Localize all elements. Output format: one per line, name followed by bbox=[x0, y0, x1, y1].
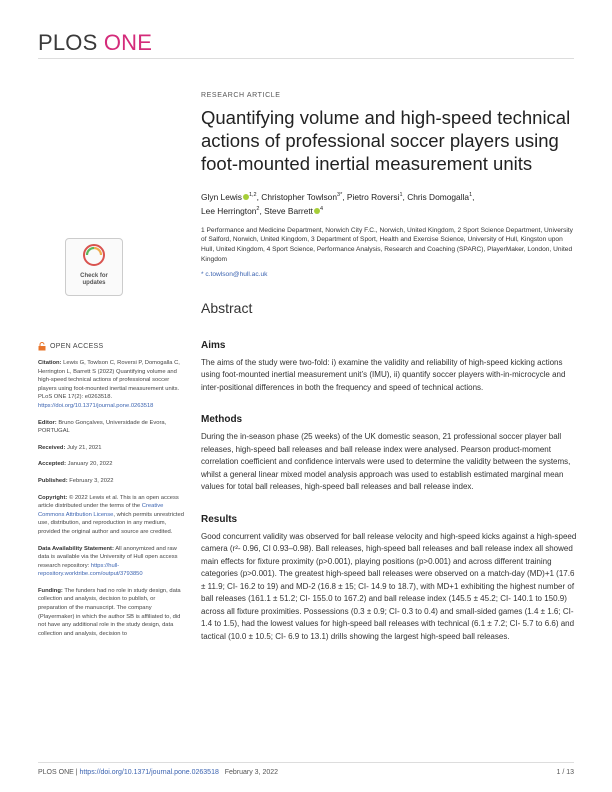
author-affil-sup: 1 bbox=[399, 192, 403, 198]
accepted-label: Accepted: bbox=[38, 461, 67, 468]
funding-label: Funding: bbox=[38, 587, 63, 594]
received-block bbox=[38, 444, 186, 453]
section-heading-methods: Methods bbox=[201, 414, 243, 426]
section-heading-aims: Aims bbox=[201, 339, 226, 351]
check-updates-line1: Check for bbox=[80, 273, 108, 279]
data-availability-text: All anonymized and raw data is available via the University of Hull open access research repository: bbox=[38, 545, 178, 569]
author-affil-sup: 4 bbox=[320, 205, 324, 212]
data-availability-block bbox=[38, 545, 186, 579]
check-updates-line2: updates bbox=[82, 280, 106, 286]
corresponding-email-link[interactable]: * c.towlson@hull.ac.uk bbox=[201, 270, 268, 278]
citation-text: Lewis G, Towlson C, Roversi P, Domogalla C, Herrington L, Barrett S (2022) Quantifying volume and high-speed technical actions of professional soccer players using foot-mounted inertial measurement units. PLoS ONE 17(2): e0263518. bbox=[38, 360, 180, 401]
logo-one: ONE bbox=[103, 30, 153, 55]
section-heading-results: Results bbox=[201, 513, 238, 525]
check-updates-icon bbox=[83, 244, 105, 266]
copyright-text-b: , which permits unrestricted use, distribution, and reproduction in any medium, provided the original author and source are credited. bbox=[38, 511, 184, 535]
author[interactable]: Chris Domogalla bbox=[407, 191, 470, 202]
article-type-label: RESEARCH ARTICLE bbox=[201, 92, 281, 99]
funding-text: The funders had no role in study design, data collection and analysis, decision to publish, or preparation of the manuscript. The company (Playermaker) in which the author SB is affiliated to, did not have any additional role in the study design, data collection and analysis, decision to bbox=[38, 587, 181, 637]
section-text-results: Good concurrent validity was observed for ball release velocity and high-speed kicks against a high-speed camera (r²- 0.96, CI 0.93–0.98). Ball releases, high-speed ball releases and ball release index all showed main effects for fixture proximity (p>0.001), playing positions (p>0.001) and across different training categories (p>0.001). The greatest high-speed ball releases were observed on a match-day (MD)+1 (17.6 ± 11.9; CI- 16.2 to 19) and MD-2 (16.8 ± 15; CI- 14.9 to 18.7), with MD+1 exhibiting the highest number of ball releases (161.1 ± 51.2; CI- 155.0 to 167.2) and ball release index (145.5 ± 45.2; CI- 140.1 to 150.9) across all fixture proximities. Possessions (0.3 ± 0.9; CI- 0.3 to 0.4) and small-sided games (1.4 ± 1.6; CI- 1.4 to 1.5), had the lowest values for high-speed ball releases with technical (6.1 ± 7.2; CI- 5.7 to 6.6) and tactical (10.0 ± 10.5; CI- 6.9 to 13.1) drills showing the largest high-speed ball releases. bbox=[201, 531, 577, 641]
repository-link[interactable]: https://hull-repository.worktribe.com/output/3793850 bbox=[38, 562, 143, 578]
author-affil-sup: 1 bbox=[469, 192, 473, 198]
received-date: July 21, 2021 bbox=[67, 444, 102, 451]
journal-logo[interactable] bbox=[38, 30, 152, 56]
published-label: Published: bbox=[38, 477, 68, 484]
author-affil-sup: 1,2 bbox=[248, 192, 257, 198]
accepted-date: January 20, 2022 bbox=[67, 461, 113, 468]
copyright-text-a: © 2022 Lewis et al. This is an open access article distributed under the terms of the bbox=[38, 494, 179, 510]
open-access-text: OPEN ACCESS bbox=[50, 343, 104, 350]
author-list: Glyn Lewis $^{1,2}$, Christopher Towlson$^{3*}$, Pietro Roversi$^1$, Chris Domogalla$^1$, Lee Herrington$^2$, Steve Barrett $^4$ bbox=[201, 191, 475, 216]
article-main bbox=[201, 92, 577, 643]
citation-doi-link[interactable]: https://doi.org/10.1371/journal.pone.0263518 bbox=[38, 402, 154, 409]
copyright-block bbox=[38, 494, 186, 537]
logo-plos: PLOS bbox=[38, 30, 98, 55]
citation-block bbox=[38, 359, 186, 411]
abstract-heading: Abstract bbox=[201, 299, 253, 316]
footer-separator: | bbox=[73, 769, 80, 776]
published-block bbox=[38, 477, 186, 486]
editor-text: Bruno Gonçalves, Universidade de Evora, PORTUGAL bbox=[38, 419, 167, 435]
license-link[interactable]: Creative Commons Attribution License bbox=[38, 503, 164, 518]
author-affil-sup: 2 bbox=[256, 205, 260, 212]
author[interactable]: Steve Barrett bbox=[264, 205, 314, 216]
citation-label: Citation: bbox=[38, 360, 62, 366]
check-for-updates-badge[interactable] bbox=[65, 238, 123, 296]
page-number: 1 / 13 bbox=[556, 769, 574, 776]
page-footer bbox=[38, 762, 574, 776]
accepted-block bbox=[38, 460, 186, 469]
author[interactable]: Lee Herrington bbox=[201, 205, 257, 216]
footer-journal: PLOS ONE bbox=[38, 769, 74, 776]
header-divider bbox=[38, 58, 574, 59]
funding-block bbox=[38, 587, 186, 639]
footer-doi-link[interactable]: https://doi.org/10.1371/journal.pone.0263518 bbox=[79, 769, 219, 776]
copyright-label: Copyright: bbox=[38, 494, 68, 501]
open-access-label bbox=[38, 342, 186, 351]
editor-block bbox=[38, 419, 186, 436]
article-sidebar bbox=[38, 238, 186, 638]
data-availability-label: Data Availability Statement: bbox=[38, 545, 114, 552]
published-date: February 3, 2022 bbox=[69, 477, 114, 484]
open-lock-icon bbox=[38, 342, 46, 351]
author[interactable]: Pietro Roversi bbox=[346, 191, 400, 202]
section-text-aims: The aims of the study were two-fold: i) examine the validity and reliability of high-speed kicking actions using foot-mounted inertial measurement unit’s (IMU), ii) quantify soccer players with-in-microcycle and inter-positional differences in both the frequency and speed of technical actions. bbox=[201, 357, 566, 392]
editor-label: Editor: bbox=[38, 419, 57, 426]
author[interactable]: Glyn Lewis bbox=[201, 191, 242, 202]
article-title: Quantifying volume and high-speed technical actions of professional soccer players using foot-mounted inertial measurement units bbox=[201, 107, 571, 174]
affiliations: 1 Performance and Medicine Department, Norwich City F.C., Norwich, United Kingdom, 2 Sport Science Department, University of Salford, Norwich, United Kingdom, 3 Department of Sport, Health and Exercise Science, University of Hull, Kingston upon Hull, United Kingdom, 4 Sport Science, Performance Analysis, Research and Coaching (SPARC), PlayerMaker, London, United Kingdom bbox=[201, 226, 573, 263]
section-text-methods: During the in-season phase (25 weeks) of the UK domestic season, 21 professional soccer player ball releases, high-speed ball releases and ball release index were analysed. Pearson product-moment correlation coefficient and confidence intervals were used to determine the validity between the systems, whilst a general linear mixed model analysis approach was used to establish estimated marginal mean values for total ball releases, high-speed ball releases and ball release index. bbox=[201, 432, 571, 492]
author-affil-sup: 3* bbox=[337, 192, 343, 198]
author[interactable]: Christopher Towlson bbox=[261, 191, 338, 202]
received-label: Received: bbox=[38, 444, 66, 451]
footer-date: February 3, 2022 bbox=[224, 769, 279, 776]
